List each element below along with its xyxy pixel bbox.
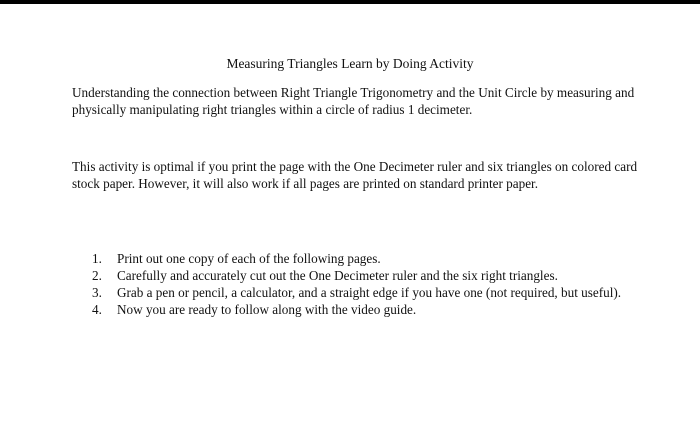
- list-item: [92, 301, 652, 318]
- printing-note-paragraph: This activity is optimal if you print the page with the One Decimeter ruler and six triangles on colored card stock paper. However, it will also work if all pages are printed on standard printer paper.: [72, 159, 638, 191]
- document-title: Measuring Triangles Learn by Doing Activity: [226, 56, 474, 71]
- step-number: 2.: [92, 268, 102, 283]
- step-text: Grab a pen or pencil, a calculator, and a straight edge if you have one (not required, but useful).: [117, 285, 622, 300]
- step-text: Print out one copy of each of the following pages.: [117, 251, 381, 266]
- list-item: [92, 284, 652, 301]
- step-number: 4.: [92, 302, 102, 317]
- list-item: [92, 250, 652, 267]
- step-number: 1.: [92, 251, 102, 266]
- intro-paragraph: Understanding the connection between Right Triangle Trigonometry and the Unit Circle by measuring and physically manipulating right triangles within a circle of radius 1 decimeter.: [72, 85, 635, 117]
- step-number: 3.: [92, 285, 102, 300]
- list-item: [92, 267, 652, 284]
- step-text: Now you are ready to follow along with the video guide.: [117, 302, 417, 317]
- step-text: Carefully and accurately cut out the One Decimeter ruler and the six right triangles.: [117, 268, 558, 283]
- steps-list: [92, 250, 652, 318]
